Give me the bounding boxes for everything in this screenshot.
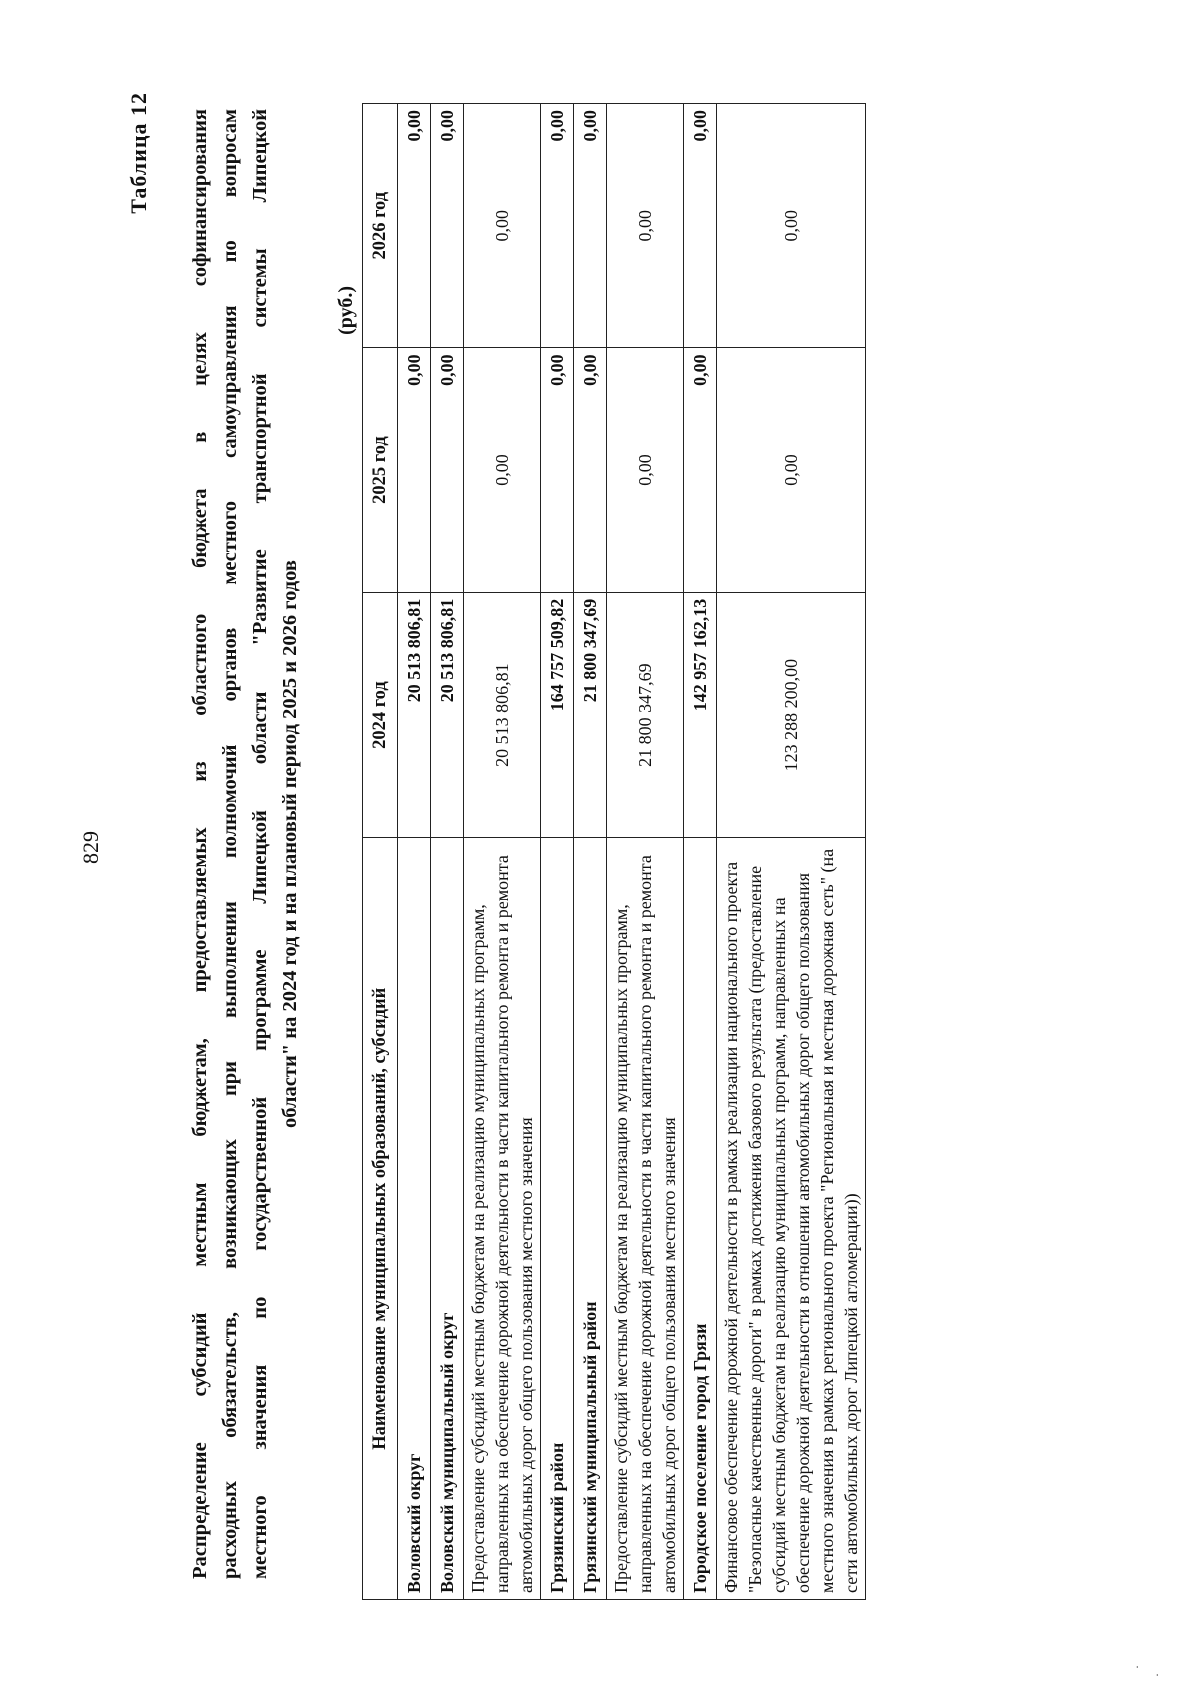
cell-name: Предоставление субсидий местным бюджетам на реализацию муниципальных программ, направленных на обеспечение дорожной деятельности в части капитального ремонта и ремонта автомобильных дорог общего пользования местного значения	[464, 838, 541, 1600]
scan-mark: ·	[1130, 1665, 1144, 1669]
title-line: Распределение субсидий местным бюджетам, предоставляемых из областного бюджета в целях софинансирования	[189, 109, 211, 1579]
cell-2026: 0,00	[431, 104, 464, 348]
cell-name: Предоставление субсидий местным бюджетам на реализацию муниципальных программ, направленных на обеспечение дорожной деятельности в части капитального ремонта и ремонта автомобильных дорог общего пользования местного значения	[607, 838, 684, 1600]
cell-2026: 0,00	[717, 104, 866, 348]
subsidy-table	[362, 103, 866, 1600]
header-2026: 2026 год	[363, 104, 398, 348]
title-line: расходных обязательств, возникающих при выполнении полномочий органов местного самоуправления по вопросам	[219, 109, 241, 1579]
cell-2026: 0,00	[607, 104, 684, 348]
cell-2024: 142 957 162,13	[684, 592, 717, 838]
cell-name: Городское поселение город Грязи	[684, 838, 717, 1600]
cell-2025: 0,00	[717, 348, 866, 592]
cell-2026: 0,00	[541, 104, 574, 348]
cell-name: Воловский муниципальный округ	[431, 838, 464, 1600]
cell-2025: 0,00	[607, 348, 684, 592]
table-row	[464, 104, 541, 1600]
unit-label: (руб.)	[335, 286, 357, 335]
cell-2026: 0,00	[464, 104, 541, 348]
cell-name: Воловский округ	[398, 838, 431, 1600]
cell-2026: 0,00	[574, 104, 607, 348]
scan-mark: ·	[1150, 1673, 1164, 1677]
cell-name: Грязинский муниципальный район	[574, 838, 607, 1600]
table-row	[541, 104, 574, 1600]
table-row	[607, 104, 684, 1600]
table-header-row	[363, 104, 398, 1600]
header-name: Наименование муниципальных образований, субсидий	[363, 838, 398, 1600]
cell-2026: 0,00	[398, 104, 431, 348]
cell-name: Финансовое обеспечение дорожной деятельности в рамках реализации национального проекта "Безопасные качественные дороги" в рамках достижения базового результата (предоставление субсидий местным бюджетам на реализацию муниципальных программ, направленных на обеспечение дорожной деятельности в отношении автомобильных дорог общего пользования местного значения в рамках регионального проекта "Региональная и местная дорожная сеть" (на сети автомобильных дорог Липецкой агломерации))	[717, 838, 866, 1600]
cell-2024: 21 800 347,69	[574, 592, 607, 838]
cell-2025: 0,00	[574, 348, 607, 592]
table-row	[684, 104, 717, 1600]
page-number: 829	[78, 831, 103, 864]
table-row	[398, 104, 431, 1600]
header-2024: 2024 год	[363, 592, 398, 838]
cell-2024: 20 513 806,81	[464, 592, 541, 838]
cell-2025: 0,00	[541, 348, 574, 592]
cell-2024: 123 288 200,00	[717, 592, 866, 838]
cell-2026: 0,00	[684, 104, 717, 348]
cell-2025: 0,00	[398, 348, 431, 592]
header-2025: 2025 год	[363, 348, 398, 592]
table-row	[431, 104, 464, 1600]
document-title	[185, 109, 305, 1579]
table-row	[717, 104, 866, 1600]
title-line: местного значения по государственной программе Липецкой области "Развитие транспортной системы Липецкой	[249, 109, 271, 1579]
cell-2025: 0,00	[684, 348, 717, 592]
table-label: Таблица 12	[126, 92, 151, 214]
cell-2024: 21 800 347,69	[607, 592, 684, 838]
title-line: области" на 2024 год и на плановый период 2025 и 2026 годов	[279, 560, 301, 1128]
cell-2024: 20 513 806,81	[431, 592, 464, 838]
cell-2024: 164 757 509,82	[541, 592, 574, 838]
cell-2025: 0,00	[464, 348, 541, 592]
cell-2025: 0,00	[431, 348, 464, 592]
cell-name: Грязинский район	[541, 838, 574, 1600]
cell-2024: 20 513 806,81	[398, 592, 431, 838]
table-row	[574, 104, 607, 1600]
